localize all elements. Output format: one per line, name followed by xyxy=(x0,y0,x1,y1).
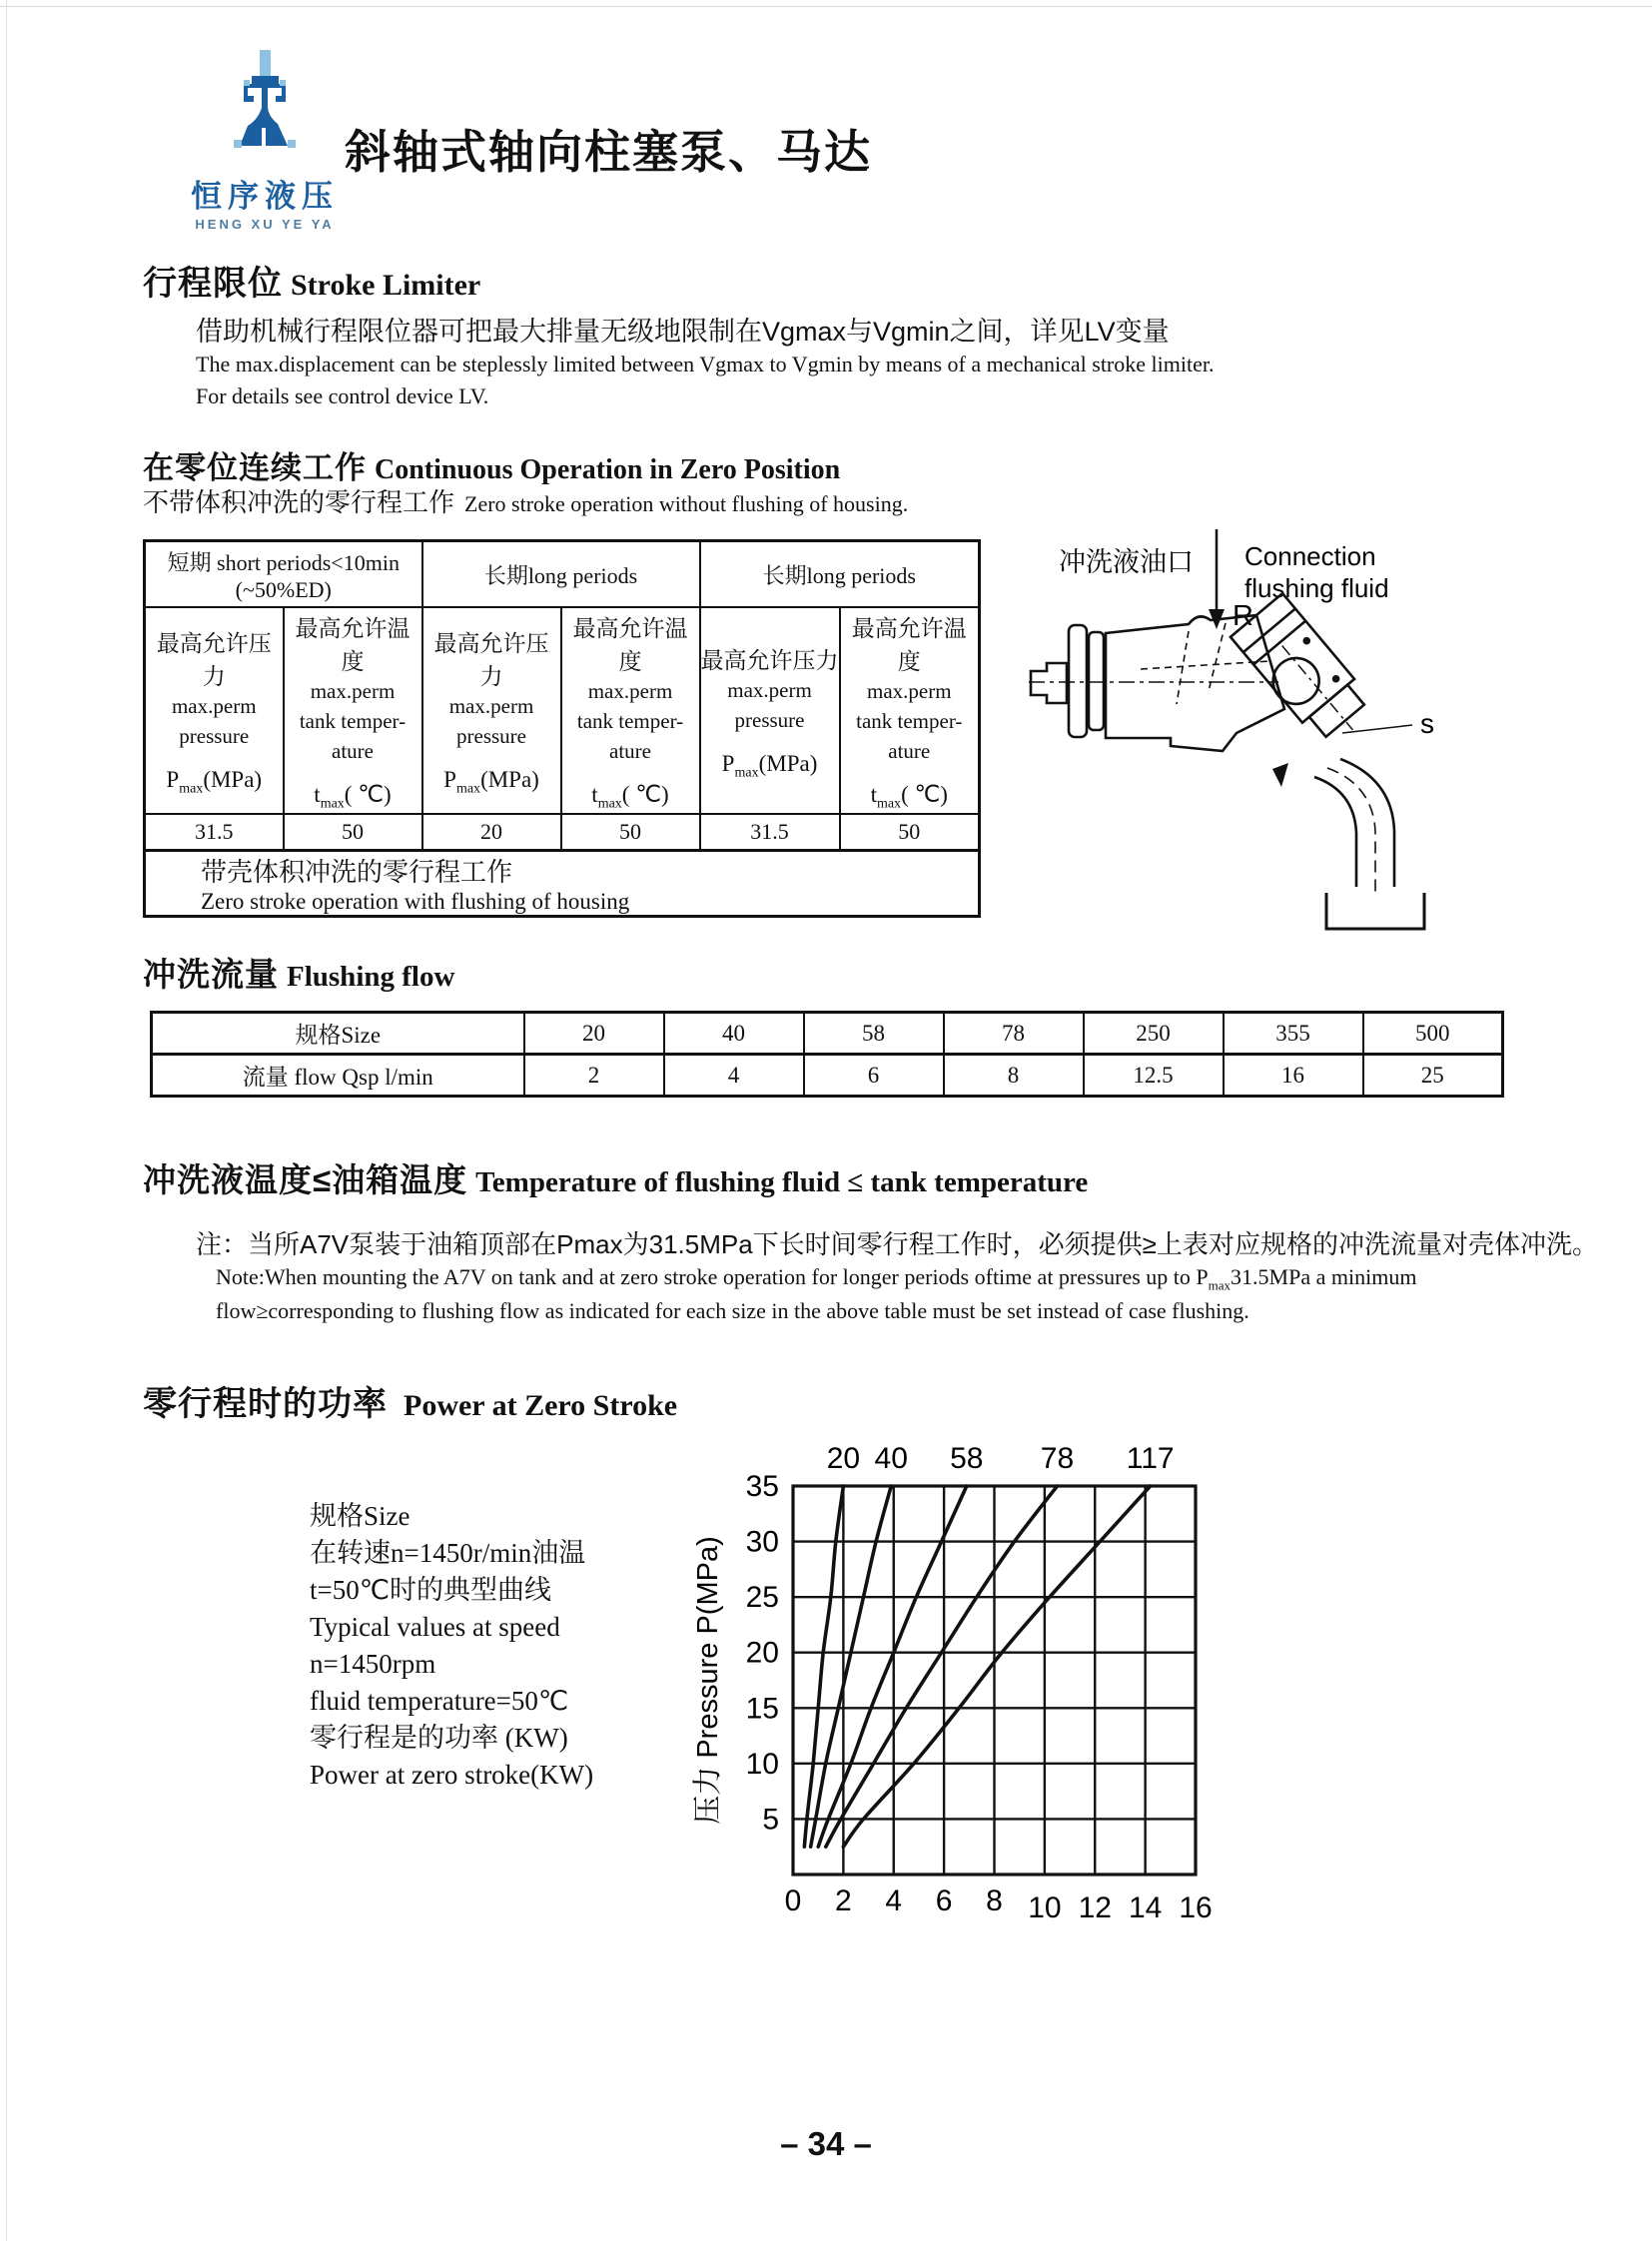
chart-description-line: n=1450rpm xyxy=(310,1649,436,1679)
flow-cell: 8 xyxy=(944,1055,1084,1097)
chart-description-line: 规格Size xyxy=(310,1501,411,1531)
pressure-table-group-row xyxy=(145,541,980,608)
logo-en-text: HENG XU YE YA xyxy=(195,217,335,232)
y-tick-label: 20 xyxy=(745,1636,779,1670)
page-number: – 34 – xyxy=(780,2125,872,2162)
series-label-20: 20 xyxy=(826,1442,861,1475)
subheader-pressure: 最高允许压力 max.perm pressure $P_{max}(MPa)$ xyxy=(422,607,561,814)
port-r-label: R xyxy=(1233,600,1253,632)
subtitle-en: Zero stroke operation without flushing of housing. xyxy=(464,491,909,516)
size-cell: 78 xyxy=(944,1013,1084,1055)
page-title: 斜轴式轴向柱塞泵、马达 xyxy=(345,126,872,178)
value-cell: 50 xyxy=(284,814,422,851)
chart-description-line: t=50℃时的典型曲线 xyxy=(310,1575,552,1605)
group-header-short-periods xyxy=(145,541,422,608)
series-label-117: 117 xyxy=(1126,1442,1175,1475)
flushing-inlet-arrow xyxy=(1209,529,1225,629)
x-tick-label: 14 xyxy=(1128,1891,1163,1924)
pressure-table xyxy=(143,539,981,918)
y-tick-label: 5 xyxy=(762,1803,779,1837)
chart-description-line: 零行程是的功率 (KW) xyxy=(310,1723,568,1753)
row-label: 规格Size xyxy=(152,1013,524,1055)
section-heading-zero-position xyxy=(143,442,840,487)
x-tick-label: 4 xyxy=(885,1884,903,1917)
y-tick-label: 25 xyxy=(745,1581,779,1615)
flow-arrowhead xyxy=(1272,763,1288,787)
heading-en: Stroke Limiter xyxy=(291,269,481,302)
stroke-limiter-body-en1: The max.displacement can be steplessly limited between Vgmax to Vgmin by means of a mechanical stroke limiter. xyxy=(196,352,1215,376)
size-cell: 500 xyxy=(1363,1013,1503,1055)
y-tick-label: 10 xyxy=(745,1747,779,1781)
x-tick-label: 8 xyxy=(986,1884,1003,1917)
heading-cn: 行程限位 xyxy=(143,265,283,303)
x-tick-label: 6 xyxy=(935,1884,953,1917)
x-tick-label: 12 xyxy=(1078,1891,1112,1924)
heading-en: Flushing flow xyxy=(287,961,455,993)
x-tick-label: 10 xyxy=(1028,1891,1062,1924)
pressure-formula: $P_{max}(MPa)$ xyxy=(443,767,539,797)
pressure-table-subheader-row xyxy=(145,607,980,814)
flushing-size-row xyxy=(152,1013,1503,1055)
x-tick-label: 16 xyxy=(1179,1891,1213,1924)
pressure-table-footer-row xyxy=(145,850,980,916)
flow-cell: 6 xyxy=(804,1055,944,1097)
flushing-connection-diagram xyxy=(1021,519,1500,939)
heading-cn: 冲洗流量 xyxy=(143,956,279,993)
drain-pipe xyxy=(1314,759,1394,893)
scan-edge xyxy=(6,0,7,2241)
flushing-flow-row xyxy=(152,1055,1503,1097)
footer-cell: 带壳体积冲洗的零行程工作 Zero stroke operation with flushing of housing xyxy=(145,850,980,916)
group-line2: (~50%ED) xyxy=(235,576,332,602)
flow-cell: 2 xyxy=(524,1055,664,1097)
group-line1: 长期long periods xyxy=(762,562,916,588)
size-cell: 40 xyxy=(664,1013,804,1055)
diagram-label-cn: 冲洗液油口 xyxy=(1059,547,1194,577)
scan-edge xyxy=(0,6,1652,7)
temperature-note-cn: 注：当所A7V泵装于油箱顶部在Pmax为31.5MPa下长时间零行程工作时，必须提供≥上表对应规格的冲洗流量对壳体冲洗。 xyxy=(196,1229,1598,1259)
section-heading-power xyxy=(143,1376,677,1425)
y-tick-label: 30 xyxy=(745,1525,779,1559)
row-label: 流量 flow Qsp l/min xyxy=(152,1055,524,1097)
group-line1: 短期 short periods<10min xyxy=(167,549,400,575)
flow-cell: 16 xyxy=(1224,1055,1363,1097)
subheader-pressure: 最高允许压力 max.perm pressure $P_{max}(MPa)$ xyxy=(700,607,840,814)
diagram-label-en2: flushing fluid xyxy=(1244,573,1389,603)
temperature-formula: $t_{max}$( ℃) xyxy=(870,782,948,812)
stroke-limiter-body-en2: For details see control device LV. xyxy=(196,383,489,408)
temperature-formula: $t_{max}$( ℃) xyxy=(591,782,669,812)
pressure-table-values-row xyxy=(145,814,980,851)
section-heading-flushing-flow xyxy=(143,949,454,996)
temperature-note-en1: Note:When mounting the A7V on tank and at zero stroke operation for longer periods oftime at pressures up to $P_{max}31.5MPa$ a minimum xyxy=(216,1264,1417,1293)
chart-description-line: 在转速n=1450r/min油温 xyxy=(310,1538,586,1568)
flushing-flow-table xyxy=(150,1011,1504,1098)
flow-cell: 4 xyxy=(664,1055,804,1097)
value-cell: 50 xyxy=(561,814,700,851)
heading-cn: 冲洗液温度≤油箱温度 xyxy=(143,1161,468,1198)
heading-cn: 在零位连续工作 xyxy=(143,450,367,485)
heading-cn: 零行程时的功率 xyxy=(143,1385,388,1423)
y-axis-label: 压力 Pressure P(MPa) xyxy=(692,1536,724,1825)
chart-description-line: fluid temperature=50℃ xyxy=(310,1686,569,1716)
value-cell: 31.5 xyxy=(145,814,284,851)
heading-en: Continuous Operation in Zero Position xyxy=(375,454,841,485)
subtitle-cn: 不带体积冲洗的零行程工作 xyxy=(143,487,455,517)
pump-bent-head xyxy=(1230,593,1378,752)
logo-cn-text: 恒序液压 xyxy=(191,179,339,214)
subheader-temperature: 最高允许温度 max.perm tank temper- ature $t_{max}$( ℃) xyxy=(284,607,422,814)
diagram-label-en1: Connection xyxy=(1244,541,1376,571)
group-header-long-periods-1 xyxy=(422,541,700,608)
chart-description-line: Power at zero stroke(KW) xyxy=(310,1760,594,1790)
flow-cell: 25 xyxy=(1363,1055,1503,1097)
x-tick-label: 2 xyxy=(835,1884,852,1917)
tank-symbol xyxy=(1326,893,1424,929)
power-at-zero-stroke-chart xyxy=(689,1403,1229,1952)
x-tick-label: 0 xyxy=(784,1884,802,1917)
temperature-formula: $t_{max}$( ℃) xyxy=(314,782,392,812)
size-cell: 20 xyxy=(524,1013,664,1055)
temperature-note-en2: flow≥corresponding to flushing flow as indicated for each size in the above table must be set instead of case flushing. xyxy=(216,1298,1249,1323)
zero-position-subtitle xyxy=(143,482,908,519)
series-label-40: 40 xyxy=(874,1442,908,1475)
size-cell: 58 xyxy=(804,1013,944,1055)
subheader-temperature: 最高允许温度 max.perm tank temper- ature $t_{max}$( ℃) xyxy=(840,607,980,814)
subheader-temperature: 最高允许温度 max.perm tank temper- ature $t_{max}$( ℃) xyxy=(561,607,700,814)
size-cell: 250 xyxy=(1084,1013,1224,1055)
pump-logo-icon xyxy=(200,50,330,162)
section-heading-stroke-limiter xyxy=(143,256,480,305)
section-heading-temperature xyxy=(143,1154,1088,1201)
heading-en: Temperature of flushing fluid ≤ tank temperature xyxy=(475,1166,1089,1198)
flow-cell: 12.5 xyxy=(1084,1055,1224,1097)
chart-description-line: Typical values at speed xyxy=(310,1612,560,1642)
size-cell: 355 xyxy=(1224,1013,1363,1055)
value-cell: 31.5 xyxy=(700,814,840,851)
heading-en: Power at Zero Stroke xyxy=(404,1389,678,1422)
group-line1: 长期long periods xyxy=(483,562,638,588)
subheader-pressure: 最高允许压力 max.perm pressure $P_{max}(MPa)$ xyxy=(145,607,284,814)
value-cell: 20 xyxy=(422,814,561,851)
value-cell: 50 xyxy=(840,814,980,851)
pressure-formula: $P_{max}(MPa)$ xyxy=(166,767,263,797)
port-s-label: s xyxy=(1420,708,1434,739)
group-header-long-periods-2 xyxy=(700,541,980,608)
stroke-limiter-body-cn: 借助机械行程限位器可把最大排量无级地限制在Vgmax与Vgmin之间，详见LV变量 xyxy=(196,317,1170,347)
y-tick-label: 15 xyxy=(745,1692,779,1726)
pressure-formula: $P_{max}(MPa)$ xyxy=(721,750,818,781)
pump-body-drawing xyxy=(1029,615,1284,751)
chart-description-block xyxy=(310,1498,593,1794)
y-tick-label: 35 xyxy=(745,1470,779,1503)
series-label-58: 58 xyxy=(950,1442,984,1475)
series-label-78: 78 xyxy=(1040,1442,1075,1475)
